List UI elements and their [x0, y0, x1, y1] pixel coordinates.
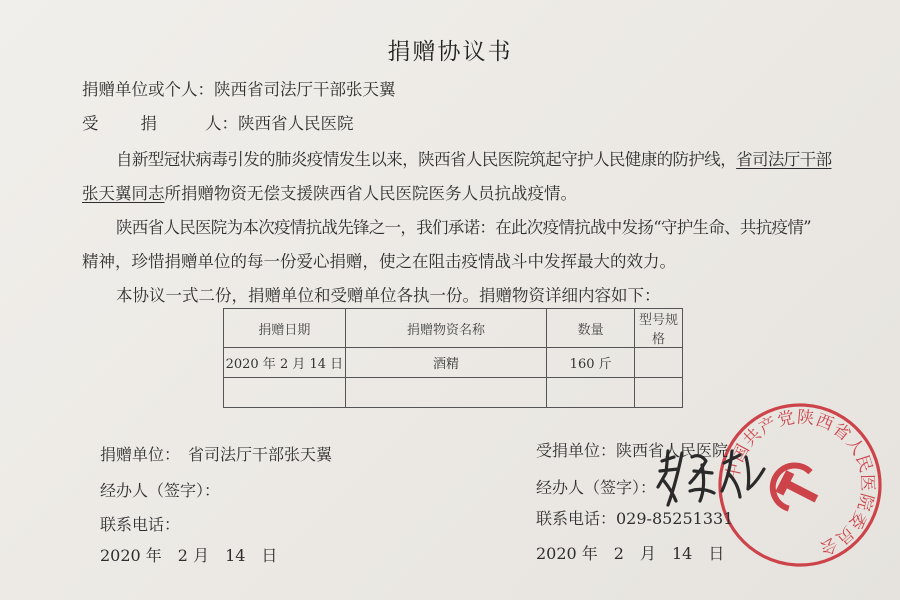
paragraph-1-underlined-a: 省司法厅干部: [736, 150, 832, 169]
paragraph-1-line-2: [82, 180, 577, 204]
header-item-name: 捐赠物资名称: [345, 309, 546, 348]
paragraph-1-underlined-b: 张天翼同志: [82, 184, 165, 203]
paragraph-2-line-1: 陕西省人民医院为本次疫情抗战先锋之一，我们承诺：在此次疫情抗战中发扬“守护生命、共抗疫情”: [116, 218, 811, 237]
donor-line: [82, 76, 396, 100]
table-header-row: [224, 309, 683, 348]
table-row: [224, 378, 683, 408]
right-handler: 经办人（签字）：: [536, 478, 657, 497]
paragraph-1-text-a: 自新型冠状病毒引发的肺炎疫情发生以来，陕西省人民医院筑起守护人民健康的防护线，: [116, 150, 737, 169]
recipient-label-c: 人：: [205, 114, 238, 133]
paragraph-2-line-2: 精神，珍惜捐赠单位的每一份爱心捐赠，使之在阻击疫情战斗中发挥最大的效力。: [82, 252, 676, 271]
cell-spec: [635, 348, 683, 378]
cell-spec: [635, 378, 683, 408]
header-donation-date: 捐赠日期: [224, 309, 346, 348]
paragraph-3: 本协议一式二份，捐赠单位和受赠单位各执一份。捐赠物资详细内容如下：: [116, 286, 661, 305]
donation-items-table: [223, 308, 683, 408]
table-row: [224, 348, 683, 378]
right-phone: 联系电话：029-85251331: [536, 509, 734, 528]
paragraph-1-line-1: [116, 146, 832, 170]
cell-item: 酒精: [345, 348, 546, 378]
document-title: 捐赠协议书: [387, 39, 513, 65]
cell-item: [345, 378, 546, 408]
header-model-spec: 型号规格: [635, 309, 683, 348]
recipient-value: 陕西省人民医院: [238, 114, 354, 133]
right-date: 2020 年 2 月 14 日: [536, 544, 725, 563]
header-quantity: 数量: [547, 309, 635, 348]
donor-label: 捐赠单位或个人：: [82, 80, 214, 99]
cell-quantity: 160 斤: [547, 348, 635, 378]
recipient-line: [82, 110, 354, 134]
cell-date: [224, 378, 346, 408]
left-donor-unit: 捐赠单位： 省司法厅干部张天翼: [100, 445, 333, 464]
svg-text:中国共产党陕西省人民医院委员会: 中国共产党陕西省人民医院委员会: [722, 407, 878, 559]
right-recipient-unit: 受捐单位：陕西省人民医院: [536, 441, 729, 460]
recipient-label-b: 捐: [140, 114, 157, 133]
cell-date: 2020 年 2 月 14 日: [224, 348, 346, 378]
paragraph-1-text-b: 所捐赠物资无偿支援陕西省人民医院医务人员抗战疫情。: [164, 184, 577, 203]
left-handler: 经办人（签字）：: [100, 481, 221, 500]
recipient-label-a: 受: [82, 114, 99, 133]
left-date: 2020 年 2 月 14 日: [100, 546, 278, 565]
donor-value: 陕西省司法厅干部张天翼: [214, 80, 396, 99]
left-phone: 联系电话：: [100, 515, 181, 534]
cell-quantity: [547, 378, 635, 408]
handwritten-signature-icon: [650, 443, 770, 513]
